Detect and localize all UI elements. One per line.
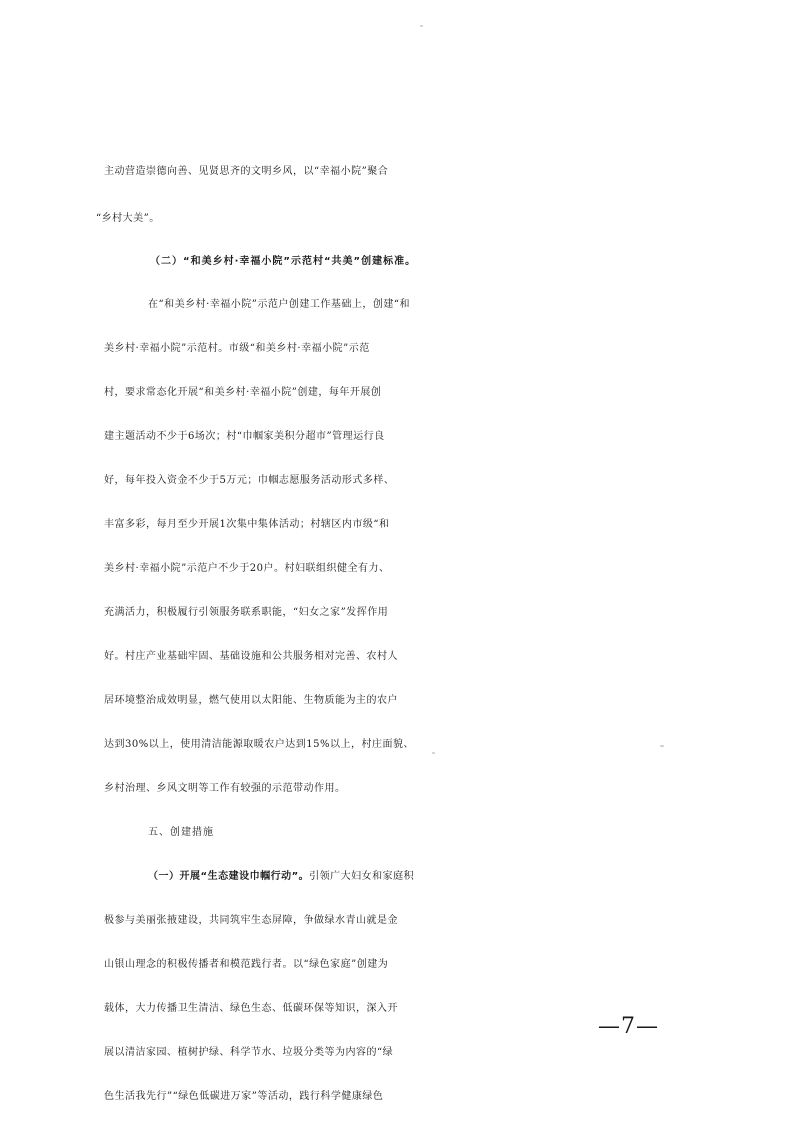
- paragraph-3-line-2: 极参与美丽张掖建设，共同筑牢生态屏障，争做绿水青山就是金: [104, 915, 398, 926]
- scan-speck: [420, 25, 423, 27]
- paragraph-2-line-3: 村，要求常态化开展“和美乡村·幸福小院”创建，每年开展创: [104, 387, 382, 398]
- paragraph-3-line-4: 载体，大力传播卫生清洁、绿色生态、低碳环保等知识，深入开: [104, 1003, 398, 1014]
- paragraph-3-line-6: 色生活我先行”“绿色低碳进万家”等活动，践行科学健康绿色: [104, 1091, 384, 1102]
- paragraph-1-line-1: 主动营造崇德向善、见贤思齐的文明乡风，以“幸福小院”聚合: [104, 166, 389, 177]
- paragraph-2-line-12: 乡村治理、乡风文明等工作有较强的示范带动作用。: [104, 783, 346, 794]
- section-5-heading: 五、创建措施: [148, 827, 214, 838]
- paragraph-2-line-5: 好，每年投入资金不少于5万元；巾帼志愿服务活动形式多样、: [104, 475, 395, 486]
- scan-speck: [660, 745, 664, 747]
- section-2-heading: （二）“和美乡村·幸福小院”示范村“共美”创建标准。: [150, 256, 417, 267]
- paragraph-2-line-7: 美乡村·幸福小院”示范户不少于20户。村妇联组织健全有力、: [104, 563, 390, 574]
- paragraph-3-line-3: 山银山理念的积极传播者和模范践行者。以“绿色家庭”创建为: [104, 959, 389, 970]
- paragraph-2-line-9: 好。村庄产业基础牢固、基础设施和公共服务相对完善、农村人: [104, 651, 398, 662]
- paragraph-3-line-5: 展以清洁家园、植树护绿、科学节水、垃圾分类等为内容的“绿: [104, 1047, 394, 1058]
- paragraph-2-line-6: 丰富多彩，每月至少开展1次集中集体活动；村辖区内市级“和: [104, 519, 390, 530]
- paragraph-2-line-4: 建主题活动不少于6场次；村“巾帼家美积分超市”管理运行良: [104, 431, 385, 442]
- paragraph-2-line-10: 居环境整治成效明显，燃气使用以太阳能、生物质能为主的农户: [104, 695, 398, 706]
- paragraph-3-lead-rest: 引领广大妇女和家庭积: [309, 871, 415, 882]
- paragraph-2-line-2: 美乡村·幸福小院”示范村。市级“和美乡村·幸福小院”示范: [104, 343, 370, 354]
- scan-speck: [432, 752, 435, 754]
- paragraph-2-line-1: 在“和美乡村·幸福小院”示范户创建工作基础上，创建“和: [148, 299, 411, 310]
- paragraph-2-line-8: 充满活力，积极履行引领服务联系职能，“妇女之家”发挥作用: [104, 607, 389, 618]
- page-number: —7—: [598, 1014, 659, 1039]
- paragraph-3-line-1: [148, 862, 789, 892]
- paragraph-1-line-2: “乡村大美”。: [96, 213, 160, 224]
- paragraph-2-line-11: 达到30%以上，使用清洁能源取暖农户达到15%以上，村庄面貌、: [104, 739, 414, 750]
- paragraph-3-lead-bold: （一）开展“生态建设巾帼行动”。: [148, 871, 310, 882]
